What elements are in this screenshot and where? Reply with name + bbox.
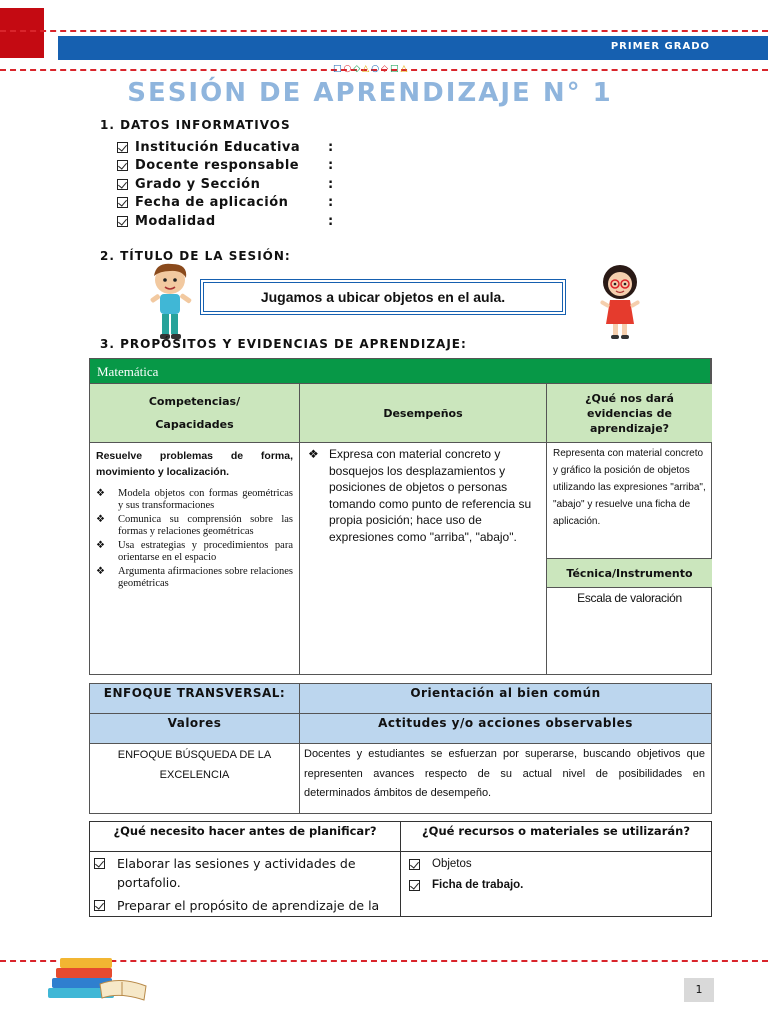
books-illustration: [46, 948, 150, 1006]
enfoque-value: ENFOQUE BÚSQUEDA DE LA EXCELENCIA: [90, 744, 300, 813]
section-heading-titulo: 2. TÍTULO DE LA SESIÓN:: [100, 249, 291, 263]
checkbox-icon: [117, 179, 128, 190]
planning-table: [89, 821, 712, 917]
diamond-bullet-icon: ❖: [96, 566, 105, 577]
purposes-table: [89, 358, 712, 675]
evidencia-cell: Representa con material concreto y gráfico la posición de objetos utilizando las expresiones "arriba", "abajo" y resuelve una ficha de aplicación.: [547, 443, 712, 559]
competencias-header: Competencias/ Capacidades: [90, 384, 300, 443]
list-item: ❖ Modela objetos con formas geométricas y sus transformaciones: [96, 488, 293, 511]
evidencias-header: ¿Qué nos dará evidencias de aprendizaje?: [547, 384, 712, 443]
section-heading-propositos: 3. PROPÓSITOS Y EVIDENCIAS DE APRENDIZAJE:: [100, 337, 467, 351]
enfoque-description: Docentes y estudiantes se esfuerzan por superarse, buscando objetivos que representen avances respecto de su actual nivel de posibilidades en determinados ámbitos de desempeño.: [304, 748, 705, 799]
shape-icon: △: [362, 64, 371, 74]
list-item: Elaborar las sesiones y actividades de portafolio.: [94, 854, 396, 892]
desempeno-item: ❖ Expresa con material concreto y bosquejos los desplazamientos y posiciones de objetos o personas tomando como punto de referencia su propia posición; hace uso de expresiones como "arriba", "abajo".: [308, 447, 532, 544]
checkbox-icon: [117, 197, 128, 208]
planning-tasks: [90, 852, 401, 916]
desempenos-header: Desempeños: [300, 384, 547, 443]
girl-illustration: [596, 262, 644, 342]
checkbox-icon: [409, 859, 420, 870]
checkbox-icon: [409, 880, 420, 891]
enfoque-table: [89, 683, 712, 814]
diamond-bullet-icon: ❖: [308, 447, 319, 461]
grade-label: PRIMER GRADO: [610, 41, 710, 52]
desempeno-cell: [300, 443, 547, 675]
planning-question-2: ¿Qué recursos o materiales se utilizarán?: [401, 822, 711, 852]
capacidades-list: [96, 488, 293, 590]
list-item: ❖ Usa estrategias y procedimientos para orientarse en el espacio: [96, 540, 293, 563]
diamond-bullet-icon: ❖: [96, 514, 105, 525]
competencia-text: Resuelve problemas de forma, movimiento y localización.: [96, 450, 293, 478]
checkbox-icon: [117, 216, 128, 227]
instrumento-cell: Escala de valoración: [577, 591, 682, 605]
enfoque-name: Orientación al bien común: [300, 684, 711, 714]
checkbox-icon: [94, 858, 105, 869]
info-row: Modalidad :: [117, 212, 334, 231]
section-heading-datos: 1. DATOS INFORMATIVOS: [100, 118, 291, 132]
checkbox-icon: [117, 142, 128, 153]
list-item: ❖ Argumenta afirmaciones sobre relaciones geométricas: [96, 566, 293, 589]
shape-icon: □: [390, 64, 400, 74]
list-item: Ficha de trabajo.: [409, 875, 703, 896]
red-corner-decoration: [0, 8, 44, 58]
diamond-bullet-icon: ❖: [96, 488, 105, 499]
info-row: Fecha de aplicación :: [117, 194, 334, 213]
list-item: Objetos: [409, 854, 703, 875]
valores-header: Valores: [90, 714, 300, 744]
area-band: Matemática: [90, 359, 711, 384]
session-title: Jugamos a ubicar objetos en el aula.: [203, 282, 563, 312]
checkbox-icon: [117, 160, 128, 171]
info-row: Docente responsable :: [117, 157, 334, 176]
actitudes-header: Actitudes y/o acciones observables: [300, 714, 711, 744]
shape-icon: ○: [371, 64, 381, 74]
page-number: 1: [684, 978, 714, 1002]
page-title: SESIÓN DE APRENDIZAJE N° 1: [127, 78, 613, 108]
dashed-divider-top: [0, 30, 768, 32]
boy-illustration: [144, 262, 198, 342]
shape-icon: △: [400, 64, 409, 74]
session-title-box: [200, 279, 566, 315]
list-item: ❖ Comunica su comprensión sobre las formas y relaciones geométricas: [96, 514, 293, 537]
info-list: [117, 138, 334, 231]
checkbox-icon: [94, 900, 105, 911]
diamond-bullet-icon: ❖: [96, 540, 105, 551]
planning-resources: [401, 852, 711, 916]
enfoque-label: ENFOQUE TRANSVERSAL:: [90, 684, 300, 714]
shape-icon: ◇: [353, 64, 362, 74]
info-row: Institución Educativa :: [117, 138, 334, 157]
shape-decoration: [333, 64, 409, 74]
planning-question-1: ¿Qué necesito hacer antes de planificar?: [90, 822, 401, 852]
shape-icon: □: [333, 64, 343, 74]
list-item: Preparar el propósito de aprendizaje de la: [94, 896, 396, 915]
info-row: Grado y Sección :: [117, 175, 334, 194]
shape-icon: ○: [343, 64, 353, 74]
shape-icon: ◇: [381, 64, 389, 74]
competencias-cell: [90, 443, 300, 675]
tecnica-header: Técnica/Instrumento: [547, 559, 712, 588]
